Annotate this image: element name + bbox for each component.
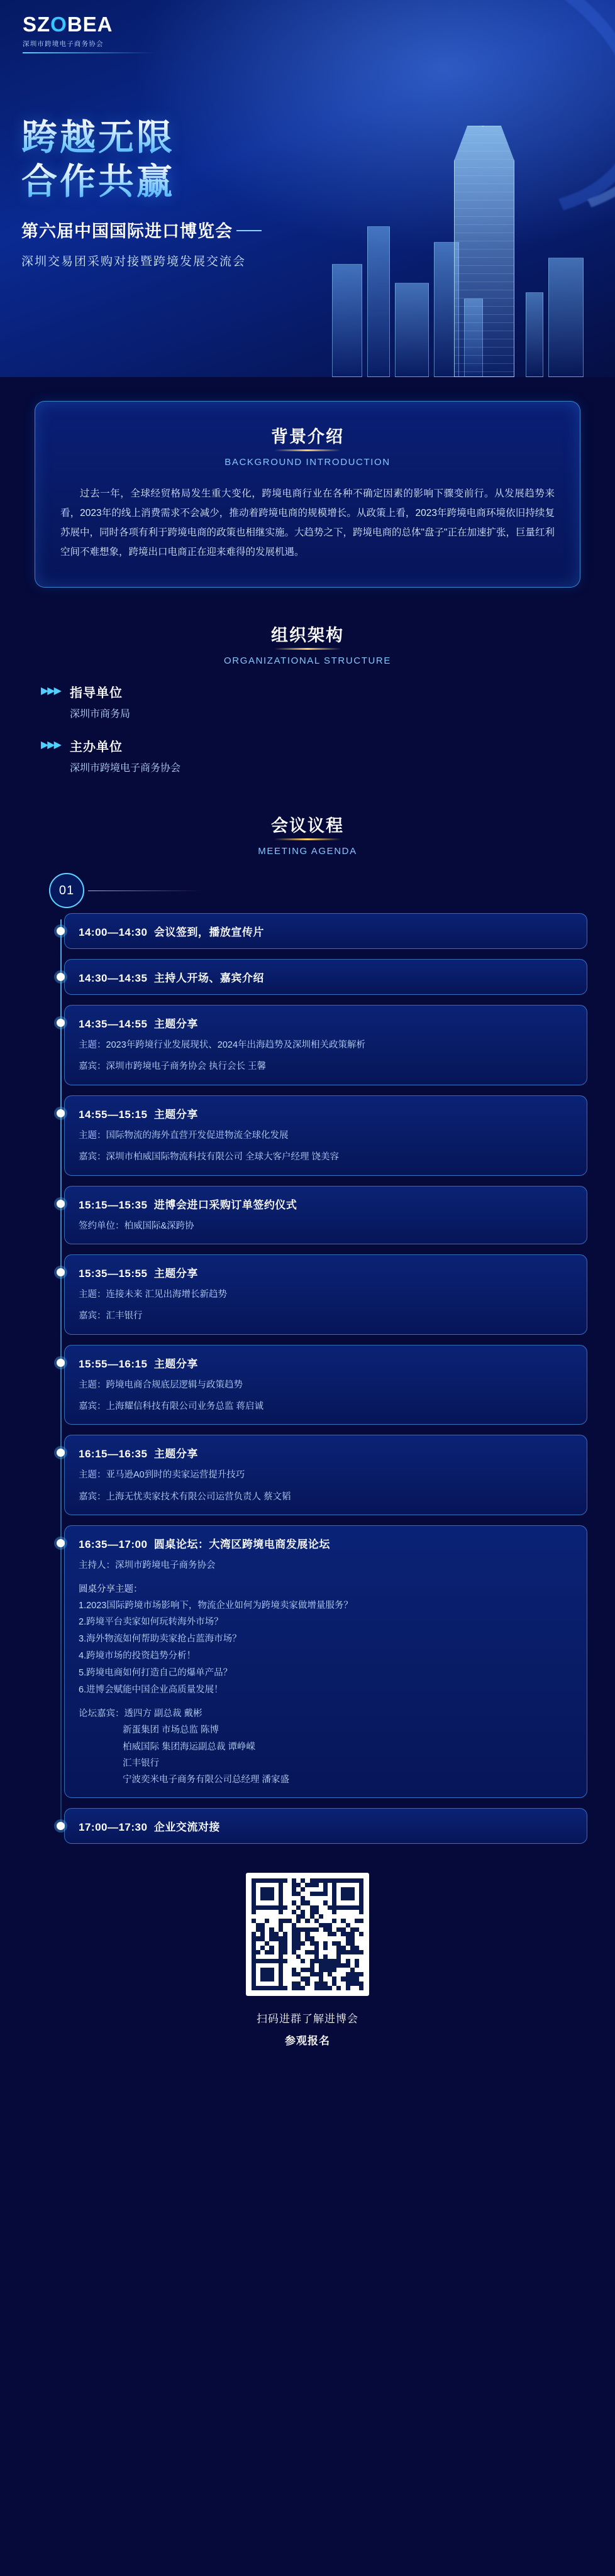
agenda-heading-en: MEETING AGENDA <box>258 846 357 857</box>
forum-topic: 2.跨境平台卖家如何玩转海外市场？ <box>79 1617 223 1628</box>
agenda-step-badge <box>49 873 84 908</box>
forum-topic: 3.海外物流如何帮助卖家抢占蓝海市场？ <box>79 1634 241 1645</box>
agenda-section <box>0 812 615 1844</box>
hero-title-line2: 合作共赢 <box>21 160 246 204</box>
agenda-item-header: 15:35—15:55 主题分享 <box>79 1267 198 1280</box>
organization-section <box>35 622 580 774</box>
forum-topic: 6.进博会赋能中国企业高质量发展！ <box>79 1684 223 1695</box>
agenda-item <box>64 1186 587 1244</box>
agenda-item <box>64 1345 587 1425</box>
agenda-item-box <box>64 959 587 995</box>
agenda-item-detail: 嘉宾：深圳市跨境电子商务协会 执行会长 王馨 <box>79 1061 267 1072</box>
forum-guests-heading: 论坛嘉宾：透四方 副总裁 戴彬 <box>79 1709 202 1719</box>
agenda-item-header: 14:35—14:55 主题分享 <box>79 1018 198 1030</box>
background-heading-en: BACKGROUND INTRODUCTION <box>224 457 391 468</box>
agenda-item-detail: 主题：国际物流的海外直营开发促进物流全球化发展 <box>79 1130 289 1141</box>
agenda-item <box>64 959 587 995</box>
organization-item-title: 指导单位 <box>70 686 123 700</box>
agenda-item-detail: 嘉宾：上海无忧卖家技术有限公司运营负责人 蔡文韬 <box>79 1491 291 1502</box>
agenda-item <box>64 1005 587 1085</box>
agenda-item-box <box>64 913 587 949</box>
forum-guests <box>79 1706 573 1787</box>
hero-subtitle-secondary: 深圳交易团采购对接暨跨境发展交流会 <box>21 255 247 269</box>
timeline-dot-icon <box>57 1109 65 1117</box>
agenda-item-box <box>64 1254 587 1335</box>
organization-item <box>41 737 580 774</box>
agenda-item-header: 15:55—16:15 主题分享 <box>79 1357 198 1370</box>
agenda-item-box <box>64 1435 587 1515</box>
forum-topics-list <box>79 1598 573 1699</box>
organization-heading <box>35 622 580 666</box>
timeline-dot-icon <box>57 1822 65 1830</box>
agenda-item-header: 16:35—17:00 圆桌论坛：大湾区跨境电商发展论坛 <box>79 1538 330 1551</box>
agenda-timeline <box>0 913 615 1844</box>
forum-topics-heading: 圆桌分享主题： <box>79 1584 143 1594</box>
agenda-item-box <box>64 1808 587 1844</box>
agenda-item-header: 16:15—16:35 主题分享 <box>79 1448 198 1461</box>
agenda-item-box <box>64 1005 587 1085</box>
forum-topic: 5.跨境电商如何打造自己的爆单产品？ <box>79 1667 233 1678</box>
hero-title-line1: 跨越无限 <box>21 116 246 160</box>
agenda-heading-cn: 会议议程 <box>271 812 344 840</box>
timeline-dot-icon <box>57 1200 65 1208</box>
agenda-item-header: 17:00—17:30 企业交流对接 <box>79 1821 220 1833</box>
organization-heading-en: ORGANIZATIONAL STRUCTURE <box>224 655 391 666</box>
logo-divider <box>23 52 155 53</box>
timeline-dot-icon <box>57 1019 65 1027</box>
agenda-item-header: 14:30—14:35 主持人开场、嘉宾介绍 <box>79 972 264 984</box>
agenda-item-detail: 嘉宾：汇丰银行 <box>79 1311 143 1322</box>
timeline-dot-icon <box>57 973 65 981</box>
background-heading <box>60 423 555 468</box>
organization-item <box>41 682 580 720</box>
logo-wordmark: SZOBEA <box>23 13 113 36</box>
agenda-item-header: 14:55—15:15 主题分享 <box>79 1108 198 1121</box>
agenda-item-box <box>64 1525 587 1798</box>
city-skyline-graphic <box>326 107 590 377</box>
association-logo <box>23 14 155 53</box>
agenda-item-detail: 主题：连接未来 汇见出海增长新趋势 <box>79 1289 228 1300</box>
hero-subtitle: 第六届中国国际进口博览会 <box>21 217 233 242</box>
agenda-item-header: 14:00—14:30 会议签到，播放宣传片 <box>79 926 264 938</box>
agenda-item-box <box>64 1345 587 1425</box>
timeline-dot-icon <box>57 1268 65 1276</box>
background-body-text: 过去一年，全球经贸格局发生重大变化，跨境电商行业在各种不确定因素的影响下骤变前行。从发展趋势来看，2023年的线上消费需求不会减少，推动着跨境电商的规模增长。从政策上看，2023年跨境电商环境依旧持续复苏展中，同时各项有利于跨境电商的政策也相继实施。大趋势之下，跨境电商的总体"盘子"正在加速扩张，巨量红利空间不难想象，跨境出口电商正在迎来难得的发展机遇。 <box>60 488 555 557</box>
organization-item-title: 主办单位 <box>70 740 123 754</box>
hero-banner <box>0 0 615 377</box>
qr-caption-secondary: 参观报名 <box>285 2034 330 2047</box>
logo-subtitle: 深圳市跨境电子商务协会 <box>23 40 104 48</box>
agenda-item-detail: 嘉宾：深圳市柏威国际物流科技有限公司 全球大客户经理 饶美容 <box>79 1152 340 1163</box>
background-heading-cn: 背景介绍 <box>271 423 344 451</box>
agenda-item-detail: 嘉宾：上海耀信科技有限公司业务总监 蒋启诚 <box>79 1401 264 1411</box>
forum-topic: 1.2023国际跨境市场影响下，物流企业如何为跨境卖家做增量服务？ <box>79 1600 353 1611</box>
agenda-item <box>64 1095 587 1176</box>
agenda-item-forum <box>64 1525 587 1798</box>
forum-host: 主持人：深圳市跨境电子商务协会 <box>79 1560 216 1571</box>
organization-heading-cn: 组织架构 <box>271 622 344 650</box>
agenda-item-detail: 主题：2023年跨境行业发展现状、2024年出海趋势及深圳相关政策解析 <box>79 1040 366 1050</box>
forum-guest: 柏威国际 集团海运副总裁 谭峥嵘 <box>123 1741 256 1752</box>
agenda-item-detail: 主题：跨境电商合规底层逻辑与政策趋势 <box>79 1379 243 1390</box>
timeline-dot-icon <box>57 1359 65 1367</box>
organization-list <box>35 682 580 774</box>
agenda-item-detail: 签约单位：柏威国际&深跨协 <box>79 1220 194 1231</box>
triple-arrow-icon: ▶▶▶ <box>41 686 60 696</box>
agenda-step-number: 01 <box>49 873 84 908</box>
hero-title-block <box>21 116 246 269</box>
agenda-item <box>64 1808 587 1844</box>
qr-section <box>0 1873 615 2085</box>
qr-caption-primary: 扫码进群了解进博会 <box>257 2012 358 2025</box>
organization-item-desc: 深圳市跨境电子商务协会 <box>70 763 181 774</box>
agenda-item-box <box>64 1186 587 1244</box>
organization-item-desc: 深圳市商务局 <box>70 709 131 720</box>
timeline-dot-icon <box>57 927 65 935</box>
qr-code[interactable] <box>246 1873 369 1996</box>
background-section <box>0 401 615 588</box>
agenda-item-box <box>64 1095 587 1176</box>
qr-code-pattern <box>252 1878 363 1990</box>
agenda-item-header: 15:15—15:35 进博会进口采购订单签约仪式 <box>79 1198 297 1211</box>
forum-guest: 新蛋集团 市场总监 陈博 <box>123 1725 219 1736</box>
agenda-item <box>64 1435 587 1515</box>
forum-topic: 4.跨境市场的投资趋势分析！ <box>79 1650 196 1661</box>
forum-guest: 汇丰银行 <box>123 1758 159 1768</box>
forum-guest: 宁波奕米电子商务有限公司总经理 潘家盛 <box>123 1774 290 1785</box>
triple-arrow-icon: ▶▶▶ <box>41 740 60 750</box>
agenda-item <box>64 913 587 949</box>
agenda-item <box>64 1254 587 1335</box>
agenda-item-detail: 主题：亚马逊A0到时的卖家运营提升技巧 <box>79 1470 245 1481</box>
background-card <box>35 401 580 588</box>
agenda-heading <box>0 812 615 857</box>
